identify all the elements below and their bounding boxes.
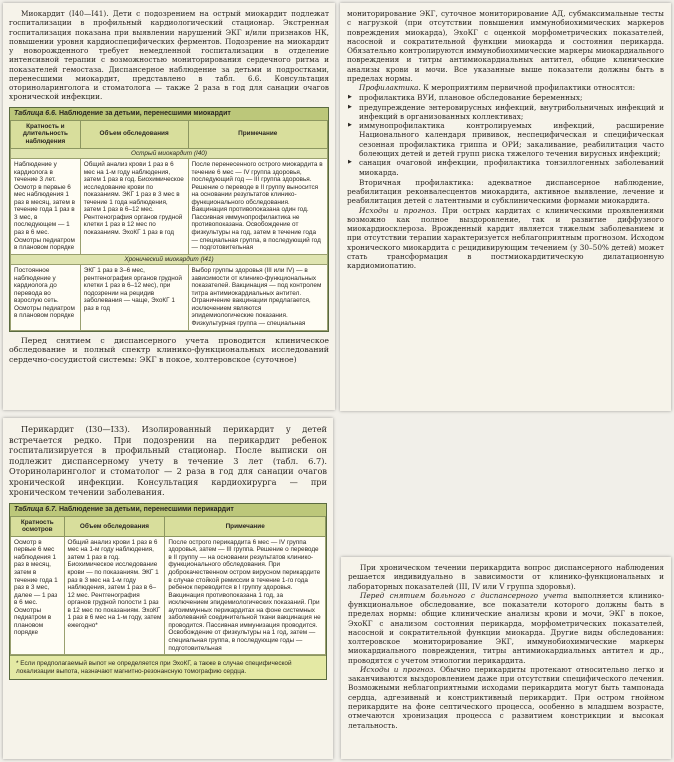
table-cell: После острого перикардита 6 мес — IV группа здоровья, затем — III группа. Решение о переводе в II группу — на основании результатов клинико-функционального обследования. При доброкачественном остром вирусном перикардите в случае стойкой ремиссии в течение 1-го года ребенок переводится в I группу здоровья. Вакцинация противопоказана 1 год, за исключением эпидемиологических показаний. При аутоиммунных перикардитах на фоне системных заболеваний соединительной ткани вакцинация не проводится. Пассивная иммунизация проводится. Освобождение от физкультуры на 1 год, затем — специальная группа, в последующие годы — подготовительная <box>165 536 326 654</box>
secondary-prophylaxis: Вторичная профилактика: адекватное диспансерное наблюдение, реабилитация реконвалесцентов миокардита, активное выявление, лечение и реабилитация детей с латентными и субклиническими формами миокардита. <box>347 177 664 206</box>
table-band-acute: Острый миокардит (I40) <box>11 148 328 159</box>
table-row <box>11 536 326 654</box>
table-cell: Наблюдение у кардиолога в течение 3 лет. Осмотр в первые 6 мес наблюдения 1 раз в месяц, затем в течение года 1 раз в 3 мес, в последующем — 1 раз в 6 мес. Осмотры педиатром в плановом порядке <box>11 159 81 255</box>
col-header-scope: Объем обследования <box>64 516 165 536</box>
table-6-6 <box>9 107 329 332</box>
pericarditis-outcomes: Исходы и прогноз. Обычно перикардиты протекают относительно легко и заканчиваются выздоровлением даже при отсутствии специфического лечения. Возможными неблагоприятными исходами перикардита могут быть тампонада сердца, адгезивный и констриктивный перикардит. При остром гнойном перикардите на фоне септического процесса, особенно в младшем возрасте, отмечаются хронизация процесса с развитием констрикции и высокая летальность. <box>348 664 664 730</box>
deregistration-paragraph: Перед снятием больного с диспансерного учета выполняется клинико-функциональное обследование, все показатели которого должны быть в пределах нормы: общие клинические анализы крови и мочи, ЭКГ в покое, ЭхоКГ с анализом состояния перикарда, морфометрических показателей, насосной и сократительной функции миокарда. Другие виды обследования: холтеровское мониторирование ЭКГ, иммунобиохимические маркеры миокардиального повреждения, титры антимиокардиальных антител и др., проводятся с учетом этиологии перикардита. <box>348 590 664 665</box>
table-row <box>11 265 328 330</box>
list-item: ▶ санация очаговой инфекции, профилактика тонзиллогенных заболеваний миокарда. <box>357 158 664 177</box>
col-header-frequency: Кратность и длительность наблюдения <box>11 120 81 148</box>
list-item: ▶ предупреждение энтеровирусных инфекций, внутрибольничных инфекций и инфекций в организованных коллективах; <box>357 103 664 122</box>
chronic-pericarditis-paragraph: При хроническом течении перикардита вопрос диспансерного наблюдения решается индивидуально в зависимости от клинико-функциональных и лабораторных показателей (III, IV или V группа здоровья). <box>348 563 664 591</box>
col-header-scope: Объем обследования <box>80 120 188 148</box>
table-cell: Осмотр в первые 6 мес наблюдения 1 раз в месяц, затем в течение года 1 раз в 3 мес, далее — 1 раз в 6 мес. Осмотры педиатром в плановом порядке <box>11 536 65 654</box>
outcomes-paragraph: Исходы и прогноз. При острых кардитах с клиническими проявлениями возможно как полное выздоровление, так и развитие диффузного миокардиосклероза. Врожденный кардит является тяжелым заболеванием и при отсутствии терапии характеризуется неблагоприятным прогнозом. Исходом хронического миокардита с рецидивирующим течением (у 30–50% детей) может стать трансформация в постмиокардитическую дилатационную кардиомиопатию. <box>347 205 664 271</box>
page-photo-myocarditis <box>3 3 335 410</box>
table-cell: После перенесенного острого миокардита в течение 6 мес — IV группа здоровья, последующий год — III группа здоровья. Решение о переводе в II группу выносится на основании результатов клинико-функционального обследования. Вакцинация противопоказана один год. Пассивная иммунопрофилактика не противопоказана. Освобождение от физкультуры на год, затем в течение года — специальная группа, в последующий год — подготовительная <box>188 159 328 255</box>
table-cell: Постоянное наблюдение у кардиолога до перевода во взрослую сеть. Осмотры педиатром в плановом порядке <box>11 265 81 330</box>
table-6-7 <box>9 503 327 681</box>
table-cell: Общий анализ крови 1 раз в 6 мес на 1-м году наблюдения, затем 1 раз в год. Биохимическое исследование крови — по показаниям. ЭКГ 1 раз в 3 мес на 1-м году наблюдения, затем 1 раз в 6–12 мес. Рентгенография органов грудной полости 1 раз в 12 мес по показаниям. ЭхоКГ 1 раз в 6 мес на 1-м году, затем ежегодно* <box>64 536 165 654</box>
table-row <box>11 159 328 255</box>
monitoring-paragraph: мониторирование ЭКГ, суточное мониторирование АД, субмаксимальные тесты с нагрузкой (при отсутствии повышения иммунобиохимических маркеров повреждения миокарда), ЭхоКГ с оценкой морфометрических показателей, насосной и сократительной функции миокарда и состояния перикарда. Обязательно контролируются иммунобиохимические маркеры миокардиального повреждения и титры антимиокардиальных антител, общие клинические анализы крови и мочи. Все указанные выше показатели должны быть в пределах нормы. <box>347 9 664 83</box>
page-photo-pericarditis <box>3 418 333 759</box>
table-6-7-title: Таблица 6.7. Наблюдение за детьми, перенесшими перикардит <box>10 504 326 516</box>
col-header-notes: Примечание <box>165 516 326 536</box>
list-item: ▶ иммунопрофилактика контролируемых инфекций, расширение Национального календаря прививок, неспецифическая и специфическая сезонная профилактика гриппа и ОРИ; закаливание, реабилитация часто болеющих детей и детей групп риска тяжелого течения вирусных инфекций; <box>357 121 664 158</box>
col-header-frequency: Кратность осмотров <box>11 516 65 536</box>
table-6-6-title: Таблица 6.6. Наблюдение за детьми, перенесшими миокардит <box>10 108 328 120</box>
prophylaxis-lead: Профилактика. К мероприятиям первичной профилактики относятся: <box>359 83 636 93</box>
myocarditis-intro: Миокардит (I40—I41). Дети с подозрением на острый миокардит подлежат госпитализации в профильный кардиологический стационар. Экстренная госпитализация показана при выявлении нарушений ЭКГ и/или признаков НК, повышении уровня кардиоспецифических ферментов. Подозрение на миокардит у новорожденного требует немедленной госпитализации в отделение интенсивной терапии с возможностью мониторирования сердечного ритма и показателей гемостаза. Диспансерное наблюдение за детьми и подростками, перенесшими миокардит, представлено в табл. 6.6. Консультация оториноларинголога и стоматолога — также 2 раза в год для санации очагов хронической инфекции. <box>9 9 329 102</box>
myocarditis-outro: Перед снятием с диспансерного учета проводится клиническое обследование и полный спектр клинико-функциональных исследований сердечно-сосудистой системы: ЭКГ в покое, холтеровское (суточное) <box>9 335 329 365</box>
pericarditis-intro: Перикардит (I30—I33). Изолированный перикардит у детей встречается редко. При подозрении на перикардит ребенок госпитализируется в профильный стационар. После выписки он подлежит диспансерному учету в течение 3 лет (табл. 6.7). Оториноларинголог и стоматолог — 2 раза в год для санации очагов хронической инфекции. Консультация кардиохирурга — при хроническом течении заболевания. <box>9 424 327 497</box>
list-item: ▶ профилактика ВУИ, плановое обследование беременных; <box>357 93 664 102</box>
table-band-chronic: Хронический миокардит (I41) <box>11 254 328 265</box>
table-cell: Выбор группы здоровья (III или IV) — в зависимости от клинико-функциональных показателей. Вакцинация — под контролем титра антимиокардиальных антител. Ограничение вакцинации предлагается, исключением являются эпидемиологические показания. Физкультурная группа — специальная <box>188 265 328 330</box>
col-header-notes: Примечание <box>188 120 328 148</box>
page-photo-pericarditis-followup <box>341 557 671 759</box>
table-footnote: * Если предполагаемый выпот не определяется при ЭхоКГ, а также в случае специфической локализации выпота, назначают магнитно-резонансную томографию сердца. <box>10 655 326 679</box>
table-cell: ЭКГ 1 раз в 3–6 мес, рентгенография органов грудной клетки 1 раз в 6–12 мес), при подозрении на рецидив заболевания — чаще, ЭхоКГ 1 раз в год <box>80 265 188 330</box>
prophylaxis-list <box>347 93 664 176</box>
table-cell: Общий анализ крови 1 раз в 6 мес на 1-м году наблюдения, затем 1 раз в год. Биохимическое исследование крови по показаниям. ЭКГ 1 раз в 3 мес в течение 1 года наблюдения, затем 1 раз в 6–12 мес. Рентгенография органов грудной клетки 1 раз в 12 мес по показаниям. ЭхоКГ 1 раз в год <box>80 159 188 255</box>
page-photo-prophylaxis <box>340 3 671 411</box>
